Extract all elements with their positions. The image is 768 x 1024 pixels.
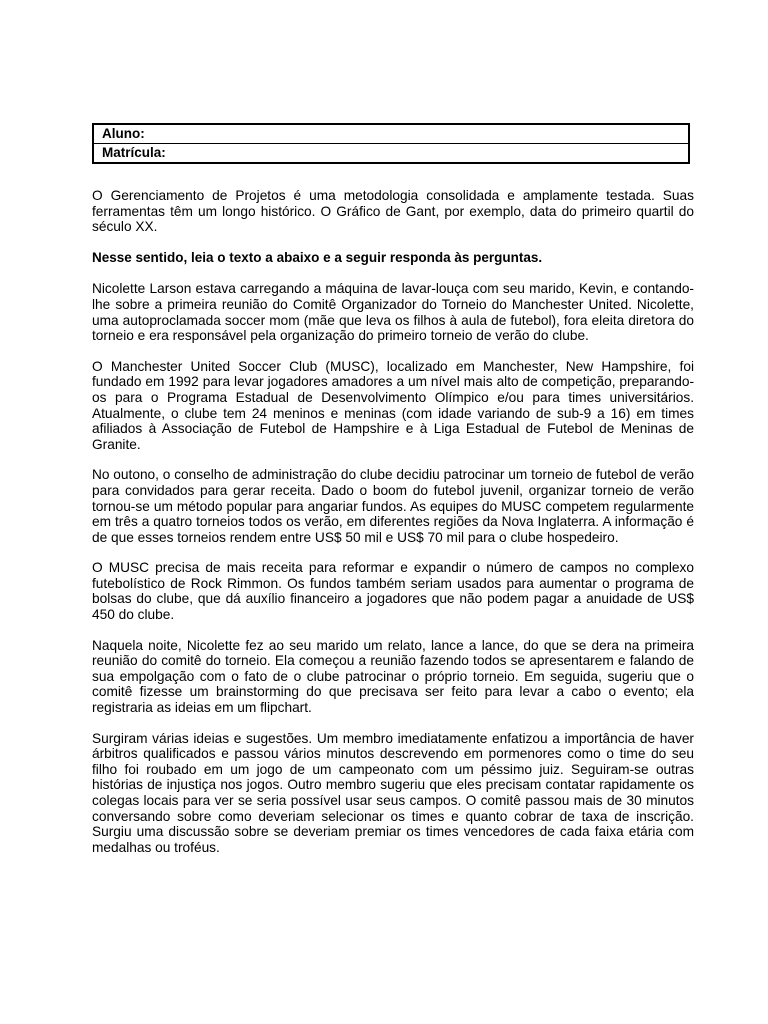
instruction-paragraph: Nesse sentido, leia o texto a abaixo e a seguir responda às perguntas. (92, 249, 543, 265)
paragraph-6: Surgiram várias ideias e sugestões. Um membro imediatamente enfatizou a importância de haver árbitros qualificados e passou vários minutos descrevendo em pormenores como o time do seu filho foi roubado em um jogo de um campeonato com um péssimo juiz. Seguiram-se outras histórias de injustiça nos jogos. Outro membro sugeriu que eles precisam contatar rapidamente os colegas locais para ver se seria possível usar seus campos. O comitê passou mais de 30 minutos conversando sobre como deveriam selecionar os times e quanto cobrar de taxa de inscrição. Surgiu uma discussão sobre se deveriam premiar os times vencedores de cada faixa etária com medalhas ou troféus. (92, 730, 694, 855)
paragraph-5: Naquela noite, Nicolette fez ao seu marido um relato, lance a lance, do que se dera na primeira reunião do comitê do torneio. Ela começou a reunião fazendo todos se apresentarem e falando de sua empolgação com o fato de o clube patrocinar o próprio torneio. Em seguida, sugeriu que o comitê fizesse um brainstorming do que precisava ser feito para levar a cabo o evento; ela registraria as ideias em um flipchart. (92, 637, 694, 716)
document-page (92, 123, 694, 870)
matricula-field[interactable] (94, 143, 688, 162)
aluno-field[interactable] (94, 125, 688, 143)
intro-paragraph: O Gerenciamento de Projetos é uma metodologia consolidada e amplamente testada. Suas ferramentas têm um longo histórico. O Gráfico de Gant, por exemplo, data do primeiro quartil do século XX. (92, 188, 694, 235)
student-info-box (92, 123, 690, 164)
paragraph-3: No outono, o conselho de administração do clube decidiu patrocinar um torneio de futebol de verão para convidados para gerar receita. Dado o boom do futebol juvenil, organizar torneio de verão tornou-se um método popular para angariar fundos. As equipes do MUSC competem regularmente em três a quatro torneios todos os verão, em diferentes regiões da Nova Inglaterra. A informação é de que esses torneios rendem entre US$ 50 mil e US$ 70 mil para o clube hospedeiro. (92, 467, 694, 545)
paragraph-4-line-2: futebolístico de Rock Rimmon. Os fundos também seriam usados para aumentar o programa de bolsas do clube, que dá auxílio financeiro a jogadores que não podem pagar a anuidade de US$ 450 do clube. (92, 575, 694, 623)
paragraph-1: Nicolette Larson estava carregando a máquina de lavar-louça com seu marido, Kevin, e contando-lhe sobre a primeira reunião do Comitê Organizador do Torneio do Manchester United. Nicolette, uma autoproclamada soccer mom (mãe que leva os filhos à aula de futebol), fora eleita diretora do torneio e era responsável pela organização do primeiro torneio de verão do clube. (92, 281, 694, 344)
paragraph-4-line-1: O MUSC precisa de mais receita para reformar e expandir o número de campos no complexo (92, 560, 694, 576)
aluno-label: Aluno: (102, 126, 145, 141)
document-body (92, 188, 694, 855)
paragraph-4 (92, 560, 694, 622)
matricula-label: Matrícula: (102, 145, 166, 160)
paragraph-2: O Manchester United Soccer Club (MUSC), localizado em Manchester, New Hampshire, foi fundado em 1992 para levar jogadores amadores a um nível mais alto de competição, preparando-os para o Programa Estadual de Desenvolvimento Olímpico e/ou para times universitários. Atualmente, o clube tem 24 meninos e meninas (com idade variando de sub-9 a 16) em times afiliados à Associação de Futebol de Hampshire e à Liga Estadual de Futebol de Meninas de Granite. (92, 358, 694, 452)
